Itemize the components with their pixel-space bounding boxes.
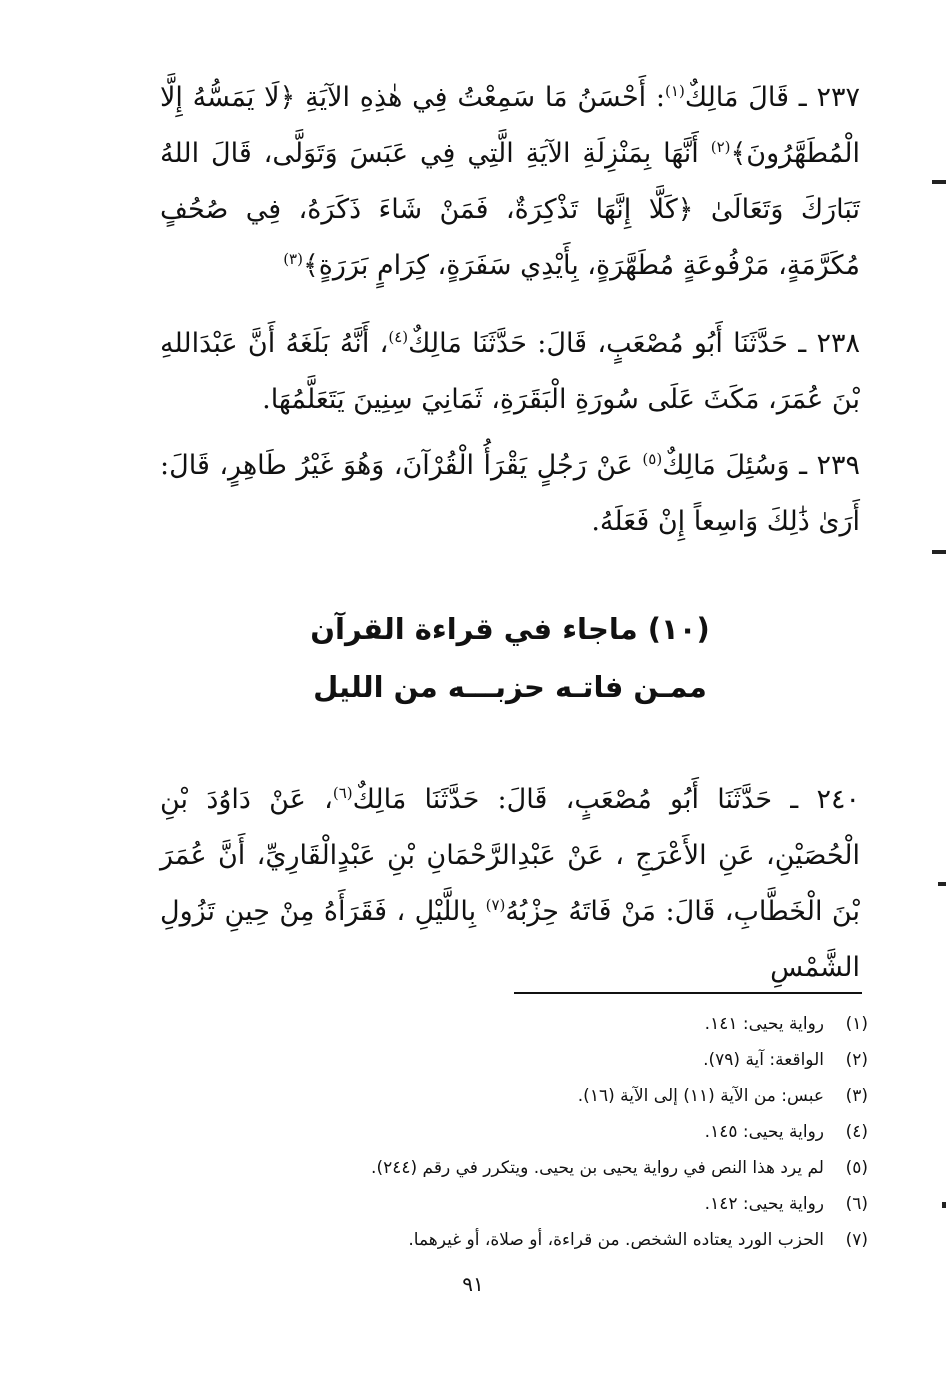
footnote-item — [148, 1114, 868, 1150]
footnote-ref-1: (١) — [665, 82, 685, 100]
paragraph-240 — [160, 772, 860, 996]
footnote-item — [148, 1006, 868, 1042]
footnote-ref-3: (٣) — [283, 250, 303, 268]
footnote-text: رواية يحيى: ١٤٢. — [704, 1194, 824, 1214]
paragraph-text: ـ وَسُئِلَ مَالِكٌ — [662, 450, 807, 481]
footnote-ref-4: (٤) — [388, 328, 409, 346]
footnote-text: لم يرد هذا النص في رواية يحيى بن يحيى. ويتكرر في رقم (٢٤٤). — [371, 1158, 824, 1178]
chapter-heading: (١٠) ماجاء في قراءة القرآن — [310, 612, 710, 646]
footnote-number: (١) — [845, 1014, 868, 1034]
footnote-number: (٣) — [845, 1086, 868, 1106]
footnote-item — [148, 1222, 868, 1258]
footnote-item — [148, 1042, 868, 1078]
paragraph-number: ٢٤٠ — [816, 784, 860, 815]
paragraph-text: : أَحْسَنُ مَا سَمِعْتُ فِي هٰذِهِ الآيَةِ ﴿لَا يَمَسُّهُ إِلَّا الْمُطَهَّرُونَ﴾ — [160, 82, 860, 169]
paragraph-text: ـ قَالَ مَالِكٌ — [684, 82, 807, 113]
scan-edge-mark — [932, 180, 946, 184]
footnote-text: الواقعة: آية (٧٩). — [703, 1050, 824, 1070]
footnote-ref-6: (٦) — [332, 784, 353, 802]
paragraph-text: عَنْ رَجُلٍ يَقْرَأُ الْقُرْآنَ، وَهُوَ غَيْرُ طَاهِرٍ، قَالَ: أَرَىٰ ذَٰلِكَ وَاسِعاً إِنْ فَعَلَهُ. — [160, 450, 860, 537]
footnote-number: (٤) — [845, 1122, 868, 1142]
footnote-number: (٥) — [845, 1158, 868, 1178]
footnote-item — [148, 1150, 868, 1186]
paragraph-237 — [160, 70, 860, 294]
scan-edge-mark — [942, 1202, 946, 1208]
scan-edge-mark — [932, 550, 946, 554]
footnote-ref-2: (٢) — [710, 138, 731, 156]
paragraph-text: بِاللَّيْلِ ، فَقَرَأَهُ مِنْ حِينِ تَزُولِ الشَّمْسِ — [160, 896, 860, 983]
scan-edge-mark — [938, 882, 946, 886]
footnote-item — [148, 1078, 868, 1114]
footnote-ref-5: (٥) — [642, 450, 663, 468]
paragraph-number: ٢٣٨ — [816, 328, 860, 359]
paragraph-239 — [160, 438, 860, 550]
footnote-ref-7: (٧) — [485, 896, 506, 914]
page-number: ٩١ — [462, 1272, 484, 1296]
footnote-number: (٧) — [845, 1230, 868, 1250]
paragraph-text: ـ حَدَّثَنَا أَبُو مُصْعَبٍ، قَالَ: حَدَّثَنَا مَالِكٌ — [352, 784, 799, 815]
footnote-text: رواية يحيى: ١٤١. — [704, 1014, 824, 1034]
paragraph-238 — [160, 316, 860, 428]
footnote-number: (٦) — [845, 1194, 868, 1214]
paragraph-text: ـ حَدَّثَنَا أَبُو مُصْعَبٍ، قَالَ: حَدَّثَنَا مَالِكٌ — [408, 328, 807, 359]
footnote-separator — [514, 992, 862, 994]
footnote-item — [148, 1186, 868, 1222]
footnote-number: (٢) — [845, 1050, 868, 1070]
paragraph-number: ٢٣٩ — [816, 450, 860, 481]
paragraph-text: ، أَنَّهُ بَلَغَهُ أَنَّ عَبْدَاللهِ بْنَ عُمَرَ، مَكَثَ عَلَى سُورَةِ الْبَقَرَةِ، ثَمَانِيَ سِنِينَ يَتَعَلَّمُهَا. — [160, 328, 860, 415]
footnotes-list — [148, 1006, 868, 1258]
footnote-text: الحزب الورد يعتاده الشخص. من قراءة، أو صلاة، أو غيرهما. — [408, 1230, 824, 1250]
chapter-subheading: ممـن فاتـه حزبـــه من الليل — [313, 670, 707, 704]
paragraph-text: ، عَنْ دَاوُدَ بْنِ الْحُصَيْنِ، عَنِ الأَعْرَجِ ، عَنْ عَبْدِالرَّحْمَانِ بْنِ عَبْدٍالْقَارِيِّ، أَنَّ عُمَرَ بْنَ الْخَطَّابِ، قَالَ: مَنْ فَاتَهُ حِزْبُهُ — [160, 784, 860, 927]
footnote-text: عبس: من الآية (١١) إلى الآية (١٦). — [577, 1086, 824, 1106]
paragraph-number: ٢٣٧ — [816, 82, 860, 113]
footnote-text: رواية يحيى: ١٤٥. — [704, 1122, 824, 1142]
paragraph-text: أَنَّهَا بِمَنْزِلَةِ الآيَةِ الَّتِي فِي عَبَسَ وَتَوَلَّى، قَالَ اللهُ تَبَارَكَ وَتَعَالَىٰ ﴿كَلَّا إِنَّهَا تَذْكِرَةٌ، فَمَنْ شَاءَ ذَكَرَهُ، فِي صُحُفٍ مُكَرَّمَةٍ، مَرْفُوعَةٍ مُطَهَّرَةٍ، بِأَيْدِي سَفَرَةٍ، كِرَامٍ بَرَرَةٍ﴾ — [160, 138, 860, 281]
